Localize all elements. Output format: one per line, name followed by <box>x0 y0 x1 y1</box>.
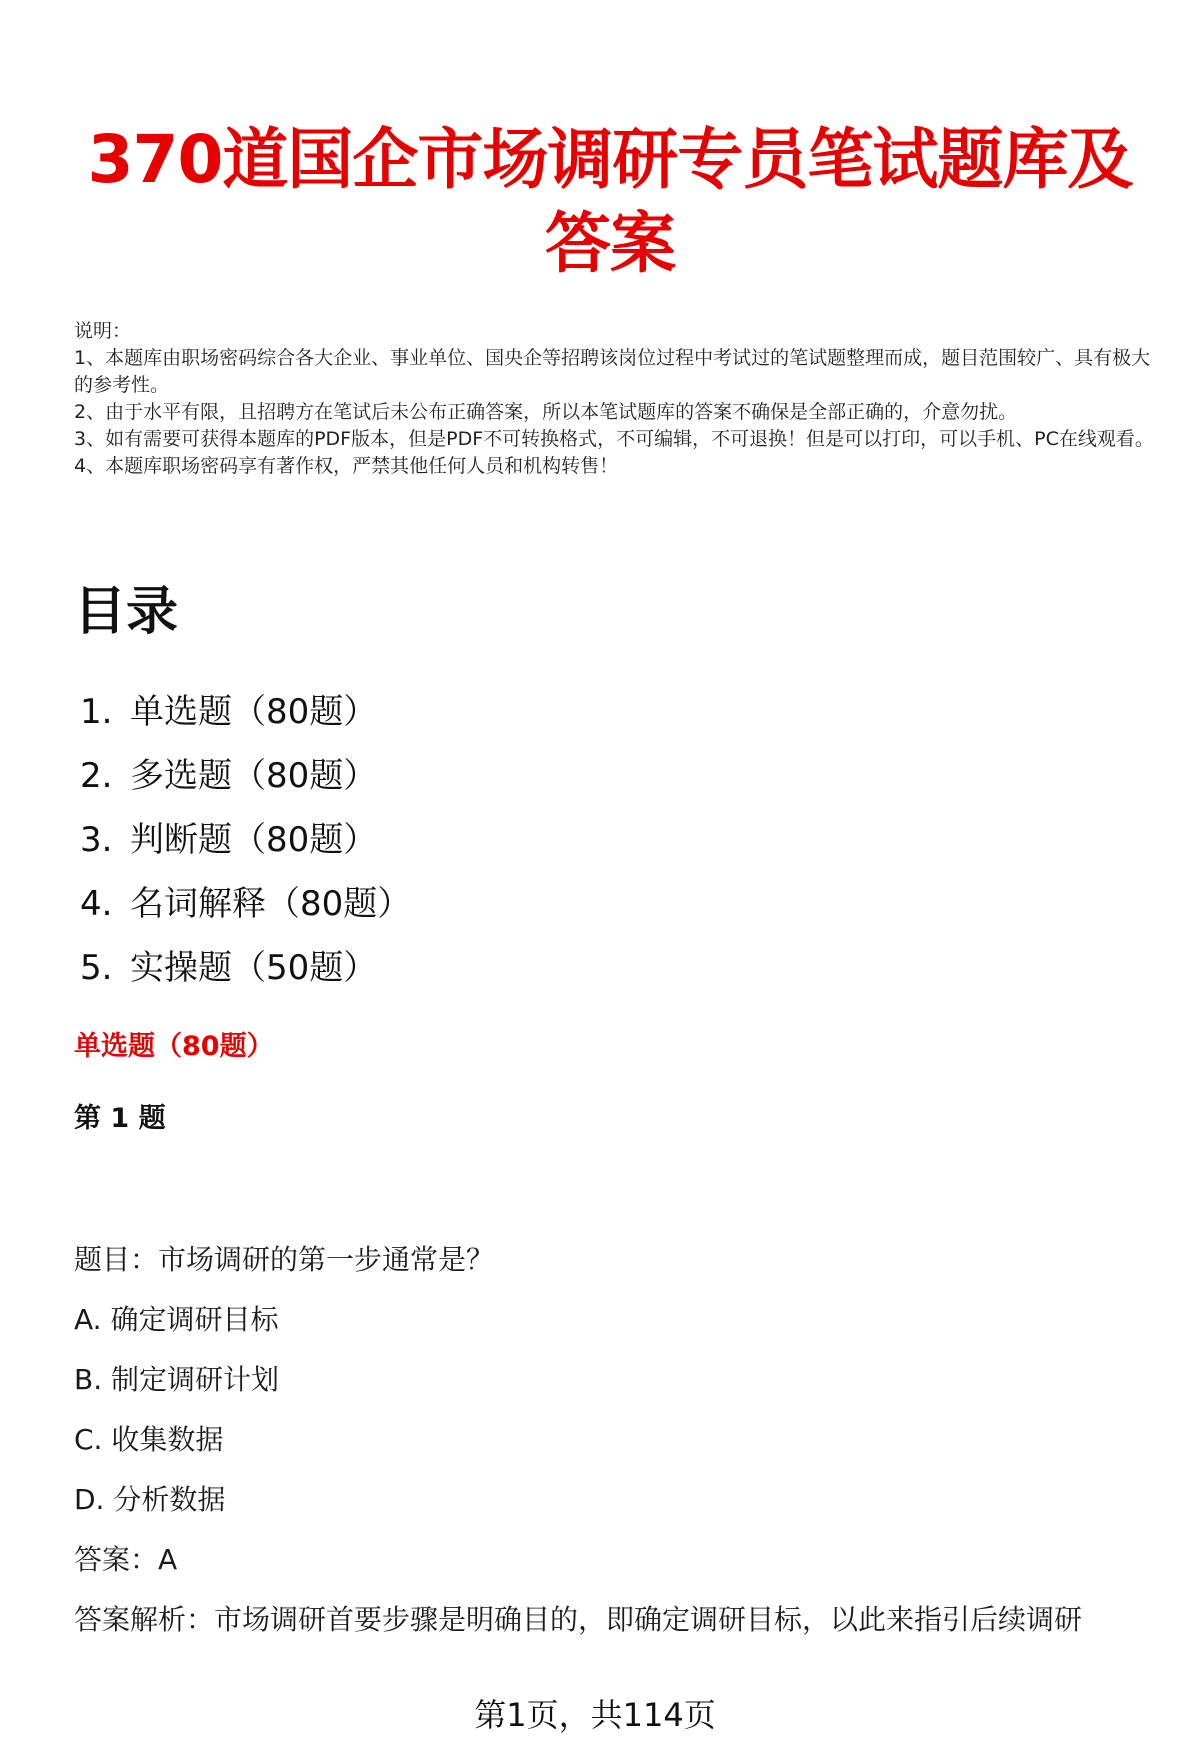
toc-item-label: 单选题（80题） <box>130 692 378 732</box>
answer-explanation: 答案解析：市场调研首要步骤是明确目的，即确定调研目标，以此来指引后续调研 <box>74 1603 1083 1636</box>
option-d: D. 分析数据 <box>74 1483 226 1516</box>
question-number: 第 1 题 <box>74 1103 166 1134</box>
toc-item-label: 多选题（80题） <box>130 756 378 796</box>
question-body <box>74 1240 1164 1660</box>
toc-item-label: 名词解释（80题） <box>130 884 412 924</box>
instruction-item: 4、本题库职场密码享有著作权，严禁其他任何人员和机构转售！ <box>74 455 619 477</box>
toc-item[interactable] <box>80 680 411 744</box>
option-b: B. 制定调研计划 <box>74 1363 280 1396</box>
toc-item[interactable] <box>80 808 411 872</box>
toc-item-label: 实操题（50题） <box>130 948 378 988</box>
toc-item[interactable] <box>80 936 411 1000</box>
toc-item[interactable] <box>80 744 411 808</box>
toc-item-number: 1. <box>80 692 113 732</box>
page-footer: 第1页，共114页 <box>474 1696 716 1734</box>
toc-item[interactable] <box>80 872 411 936</box>
toc-item-number: 5. <box>80 948 113 988</box>
option-c: C. 收集数据 <box>74 1423 224 1456</box>
toc-item-number: 4. <box>80 884 113 924</box>
instruction-item: 1、本题库由职场密码综合各大企业、事业单位、国央企等招聘该岗位过程中考试过的笔试题整理而成，题目范围较广、具有极大的参考性。 <box>74 347 1151 396</box>
instructions-heading: 说明： <box>74 320 132 342</box>
instruction-item: 3、如有需要可获得本题库的PDF版本，但是PDF不可转换格式，不可编辑，不可退换！但是可以打印，可以手机、PC在线观看。 <box>74 428 1154 450</box>
answer: 答案：A <box>74 1543 178 1576</box>
toc-item-number: 3. <box>80 820 113 860</box>
question-stem: 题目：市场调研的第一步通常是？ <box>74 1243 495 1276</box>
option-a: A. 确定调研目标 <box>74 1303 279 1336</box>
section-title: 单选题（80题） <box>74 1031 274 1062</box>
toc-item-number: 2. <box>80 756 113 796</box>
instructions-block <box>74 318 1154 480</box>
toc-heading: 目录 <box>74 582 179 642</box>
toc-item-label: 判断题（80题） <box>130 820 378 860</box>
document-title: 370道国企市场调研专员笔试题库及答案 <box>87 121 1133 282</box>
table-of-contents <box>80 680 411 1000</box>
instruction-item: 2、由于水平有限，且招聘方在笔试后未公布正确答案，所以本笔试题库的答案不确保是全部正确的，介意勿扰。 <box>74 401 1018 423</box>
